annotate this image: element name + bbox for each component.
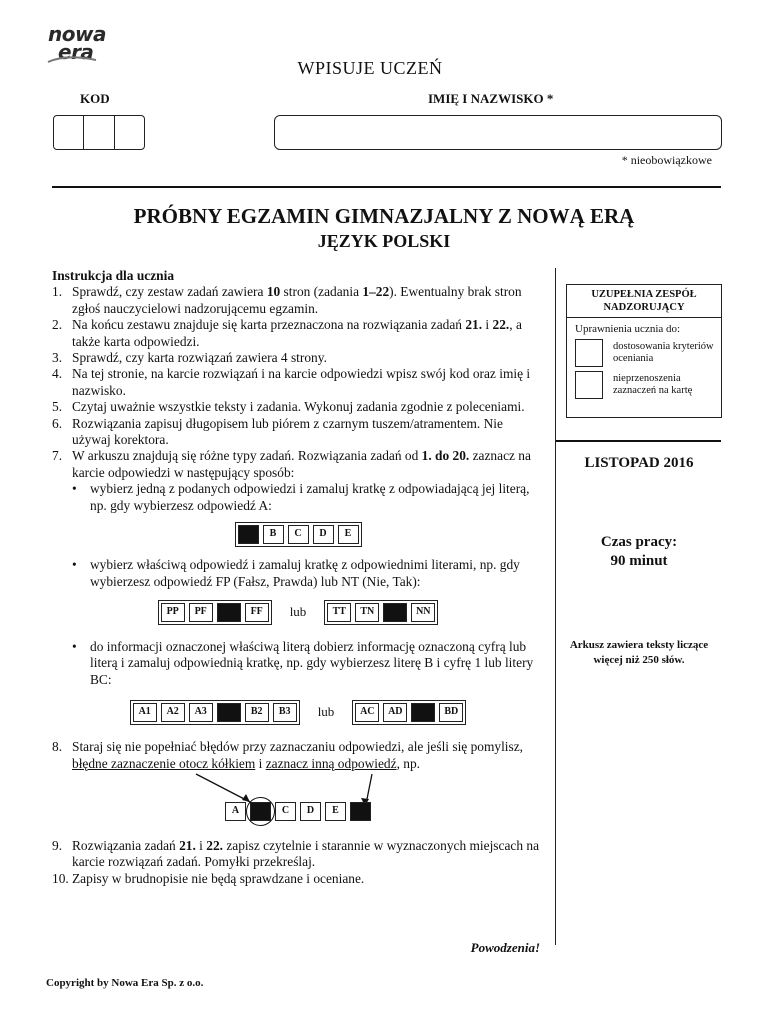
- answer-group: [235, 522, 362, 547]
- kod-cell[interactable]: [54, 116, 84, 149]
- item-text: Zapisy w brudnopisie nie będą sprawdzane i oceniane.: [72, 870, 365, 886]
- item-number: 6.: [52, 415, 63, 431]
- exam-subject: JĘZYK POLSKI: [317, 231, 451, 251]
- czas-pracy: [556, 533, 722, 571]
- item-text: stron (zadania: [280, 284, 363, 300]
- answer-cell: A2: [161, 703, 185, 722]
- imie-nazwisko-label: IMIĘ I NAZWISKO *: [428, 91, 554, 106]
- czas-value: 90 minut: [610, 553, 668, 569]
- item-text: zapisz czytelnie i starannie w wyznaczonych miejscach na karcie rozwiązań zadań. Pomyłki przekreślaj.: [72, 837, 540, 870]
- item-text: zaznacz na karcie odpowiedzi w następujący sposób:: [72, 448, 531, 480]
- answer-cell: AC: [355, 703, 379, 722]
- answer-cell: A3: [189, 703, 213, 722]
- imie-nazwisko-input[interactable]: [274, 115, 722, 150]
- filled-answer-cell: [217, 603, 241, 622]
- filled-answer-cell: [217, 703, 241, 722]
- logo-line1: nowa: [48, 22, 106, 46]
- kod-input[interactable]: [53, 115, 145, 150]
- czas-label: Czas pracy:: [600, 534, 678, 550]
- answer-cell: A: [225, 802, 246, 821]
- item-number: 8.: [52, 739, 63, 755]
- example-2: [52, 600, 544, 625]
- item-number: 4.: [52, 366, 63, 382]
- item-bold: 21.: [465, 317, 483, 333]
- item-bold: 10: [266, 284, 281, 300]
- answer-cell: BD: [439, 703, 463, 722]
- instruction-bullet: [52, 557, 544, 590]
- item-text: Staraj się nie popełniać błędów przy zaznaczaniu odpowiedzi, ale jeśli się pomylisz,: [72, 739, 524, 755]
- dostosowania-label: dostosowania kryteriów oceniania: [613, 341, 714, 364]
- item-text: , np.: [396, 755, 421, 771]
- answer-cell: AD: [383, 703, 407, 722]
- example-3: [52, 700, 544, 725]
- item-text: Na końcu zestawu znajduje się karta przeznaczona na rozwiązania zadań: [72, 317, 466, 333]
- copyright: Copyright by Nowa Era Sp. z o.o.: [46, 977, 204, 989]
- lub-text: lub: [317, 704, 335, 720]
- nieprzenoszenia-label: nieprzenoszenia zaznaczeń na kartę: [613, 373, 693, 396]
- filled-answer-cell: [238, 525, 259, 544]
- item-underlined: błędne zaznaczenie otocz kółkiem: [72, 755, 256, 771]
- item-text: Rozwiązania zadań: [72, 837, 180, 853]
- bullet-dot: •: [72, 557, 77, 573]
- instructions-heading: Instrukcja dla ucznia: [52, 268, 175, 283]
- answer-cell: D: [300, 802, 321, 821]
- kod-cell[interactable]: [115, 116, 144, 149]
- answer-group: [158, 600, 272, 625]
- filled-answer-cell: [383, 603, 407, 622]
- answer-cell: B: [263, 525, 284, 544]
- instruction-item: [52, 317, 544, 350]
- item-number: 2.: [52, 317, 63, 333]
- instructions: [52, 268, 544, 887]
- nieobowiazkowe-note: * nieobowiązkowe: [621, 153, 712, 167]
- bullet-dot: •: [72, 638, 77, 654]
- item-text: Czytaj uważnie wszystkie teksty i zadania. Wykonuj zadania zgodnie z poleceniami.: [72, 399, 525, 415]
- example-4-row: [52, 802, 544, 821]
- item-text: Na tej stronie, na karcie rozwiązań i na karcie odpowiedzi wpisz swój kod oraz imię i nazwisko.: [72, 366, 531, 398]
- item-bold: 22.: [206, 837, 223, 853]
- bullet-text: do informacji oznaczonej właściwą literą dobierz informację oznaczoną cyfrą lub literą i zamaluj odpowiednią kratkę, np. gdy wybierzesz literę B i cyfrę 1 lub litery BC:: [90, 638, 534, 687]
- item-bold: 21.: [179, 837, 196, 853]
- answer-cell: PF: [189, 603, 213, 622]
- answer-cell: C: [288, 525, 309, 544]
- answer-cell: B2: [245, 703, 269, 722]
- answer-group: [225, 802, 371, 821]
- instruction-item: [52, 448, 544, 481]
- exam-title: PRÓBNY EGZAMIN GIMNAZJALNY Z NOWĄ ERĄ: [133, 204, 635, 228]
- answer-cell: PP: [161, 603, 185, 622]
- answer-cell: B3: [273, 703, 297, 722]
- answer-group: [130, 700, 300, 725]
- instruction-item: [52, 739, 544, 772]
- item-number: 7.: [52, 448, 63, 464]
- item-bold: 1–22: [362, 284, 390, 300]
- exam-date: LISTOPAD 2016: [584, 455, 694, 471]
- filled-answer-cell: [411, 703, 435, 722]
- answer-cell: TN: [355, 603, 379, 622]
- item-number: 10.: [52, 870, 69, 886]
- example-1: [52, 522, 544, 547]
- instruction-bullet: [52, 481, 544, 514]
- uprawnienia-label: Uprawnienia ucznia do:: [575, 323, 681, 335]
- instruction-bullet: [52, 639, 544, 688]
- item-underlined: zaznacz inną odpowiedź: [265, 755, 397, 771]
- instruction-item: [52, 399, 544, 415]
- answer-cell: FF: [245, 603, 269, 622]
- powodzenia-text: Powodzenia!: [470, 940, 540, 955]
- bullet-text: wybierz jedną z podanych odpowiedzi i zamaluj kratkę z odpowiadającą jej literą, np. gdy wybierzesz odpowiedź A:: [90, 481, 530, 513]
- nieprzenoszenia-checkbox[interactable]: [575, 371, 603, 399]
- panel-hr: [555, 440, 721, 442]
- item-number: 9.: [52, 837, 63, 853]
- filled-answer-cell: [350, 802, 371, 821]
- kod-cell[interactable]: [84, 116, 114, 149]
- bullet-text: wybierz właściwą odpowiedź i zamaluj kratkę z odpowiednimi literami, np. gdy wybierzesz odpowiedź FP (Fałsz, Prawda) lub NT (Nie, Tak):: [90, 557, 520, 589]
- dostosowania-checkbox[interactable]: [575, 339, 603, 367]
- answer-cell: D: [313, 525, 334, 544]
- wpisuje-uczen-heading: WPISUJE UCZEŃ: [297, 58, 443, 78]
- item-text: Rozwiązania zapisuj długopisem lub piórem z czarnym tuszem/atramentem. Nie używaj korektora.: [72, 415, 503, 448]
- item-number: 3.: [52, 350, 63, 366]
- item-text: i: [482, 317, 493, 333]
- answer-group: [352, 700, 466, 725]
- item-number: 5.: [52, 399, 63, 415]
- arkusz-note: Arkusz zawiera teksty liczące więcej niż 250 słów.: [569, 639, 709, 666]
- item-text: ). Ewentualny brak stron zgłoś nauczycielowi nadzorującemu egzamin.: [72, 284, 522, 316]
- item-bold: 22.: [492, 317, 510, 333]
- answer-cell: E: [325, 802, 346, 821]
- kod-label: KOD: [80, 91, 110, 106]
- uprawnienie-row: [575, 339, 721, 367]
- item-text: , a także karta odpowiedzi.: [72, 317, 522, 349]
- answer-cell: A1: [133, 703, 157, 722]
- example-4: [52, 772, 544, 830]
- item-text: W arkuszu znajdują się różne typy zadań. Rozwiązania zadań od: [72, 448, 422, 464]
- item-text: Sprawdź, czy zestaw zadań zawiera: [72, 284, 267, 300]
- answer-group: [324, 600, 438, 625]
- instruction-item: [52, 416, 544, 449]
- item-number: 1.: [52, 284, 63, 300]
- instruction-item: [52, 366, 544, 399]
- instruction-item: [52, 350, 544, 366]
- logo-line2: era: [58, 40, 94, 64]
- header-divider: [52, 186, 721, 188]
- item-text: i: [255, 755, 266, 771]
- uprawnienie-row: [575, 371, 721, 399]
- answer-cell: E: [338, 525, 359, 544]
- instruction-item: [52, 871, 544, 887]
- zespol-nadzorujacy-box: [566, 284, 722, 418]
- item-bold: 1. do 20.: [421, 448, 470, 464]
- panel-divider: [555, 440, 556, 945]
- zespol-title: UZUPEŁNIA ZESPÓŁ NADZORUJĄCY: [591, 289, 697, 313]
- instruction-item: [52, 838, 544, 871]
- answer-cell: TT: [327, 603, 351, 622]
- answer-cell: NN: [411, 603, 435, 622]
- answer-cell: C: [275, 802, 296, 821]
- item-text: i: [195, 837, 207, 853]
- panel-divider: [555, 268, 556, 440]
- item-text: Sprawdź, czy karta rozwiązań zawiera 4 strony.: [72, 350, 327, 366]
- bullet-dot: •: [72, 481, 77, 497]
- error-circle: [246, 797, 275, 826]
- lub-text: lub: [289, 604, 307, 620]
- instruction-item: [52, 284, 544, 317]
